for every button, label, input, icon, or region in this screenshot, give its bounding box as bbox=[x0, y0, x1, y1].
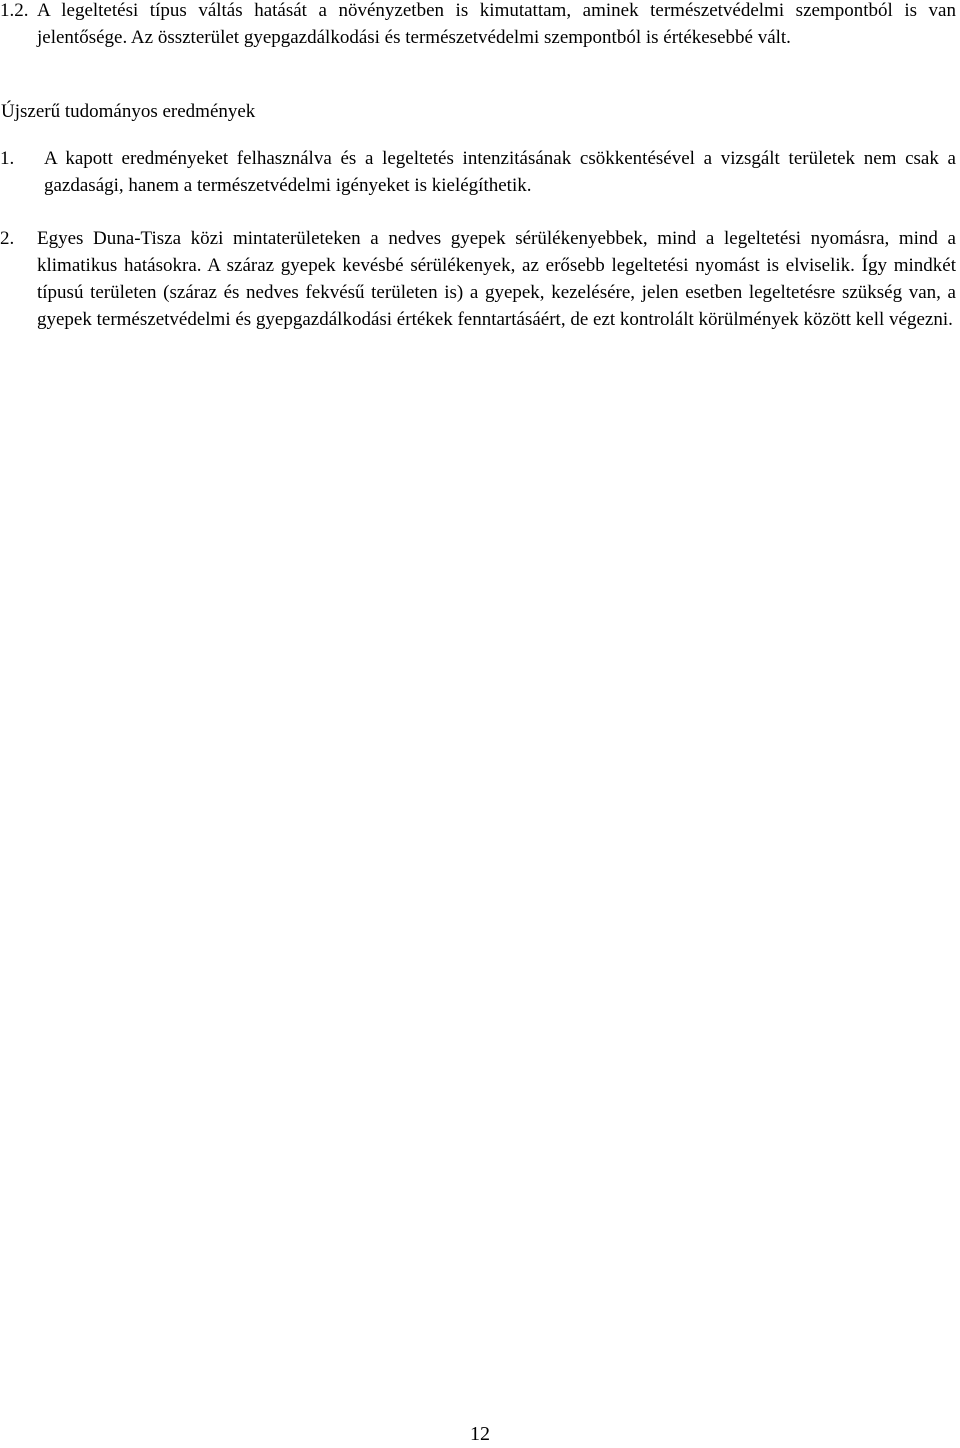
page-number: 12 bbox=[470, 1423, 490, 1445]
result-item-2 bbox=[0, 225, 960, 333]
result-number: 2. bbox=[0, 228, 15, 249]
paragraph-text: A legeltetési típus váltás hatását a növényzetben is kimutattam, aminek természetvédelmi szempontból is van jelentősége. Az összterület gyepgazdálkodási és természetvédelmi szempontból is értékesebbé vált. bbox=[37, 0, 956, 48]
paragraph-1-2 bbox=[0, 0, 960, 51]
result-text: A kapott eredményeket felhasználva és a legeltetés intenzitásának csökkentésével a vizsgált területek nem csak a gazdasági, hanem a természetvédelmi igényeket is kielégíthetik. bbox=[44, 148, 956, 196]
paragraph-number: 1.2. bbox=[0, 0, 29, 21]
section-heading: Újszerű tudományos eredmények bbox=[1, 101, 256, 122]
result-number: 1. bbox=[0, 148, 15, 169]
result-text: Egyes Duna-Tisza közi mintaterületeken a nedves gyepek sérülékenyebbek, mind a legeltetési nyomásra, mind a klimatikus hatásokra. A száraz gyepek kevésbé sérülékenyek, az erősebb legeltetési nyomást is elviselik. Így mindkét típusú területen (száraz és nedves fekvésű területen is) a gyepek, kezelésére, jelen esetben legeltetésre szükség van, a gyepek természetvédelmi és gyepgazdálkodási értékek fenntartásáért, de ezt kontrolált körülmények között kell végezni. bbox=[37, 228, 956, 330]
result-item-1 bbox=[0, 145, 960, 199]
